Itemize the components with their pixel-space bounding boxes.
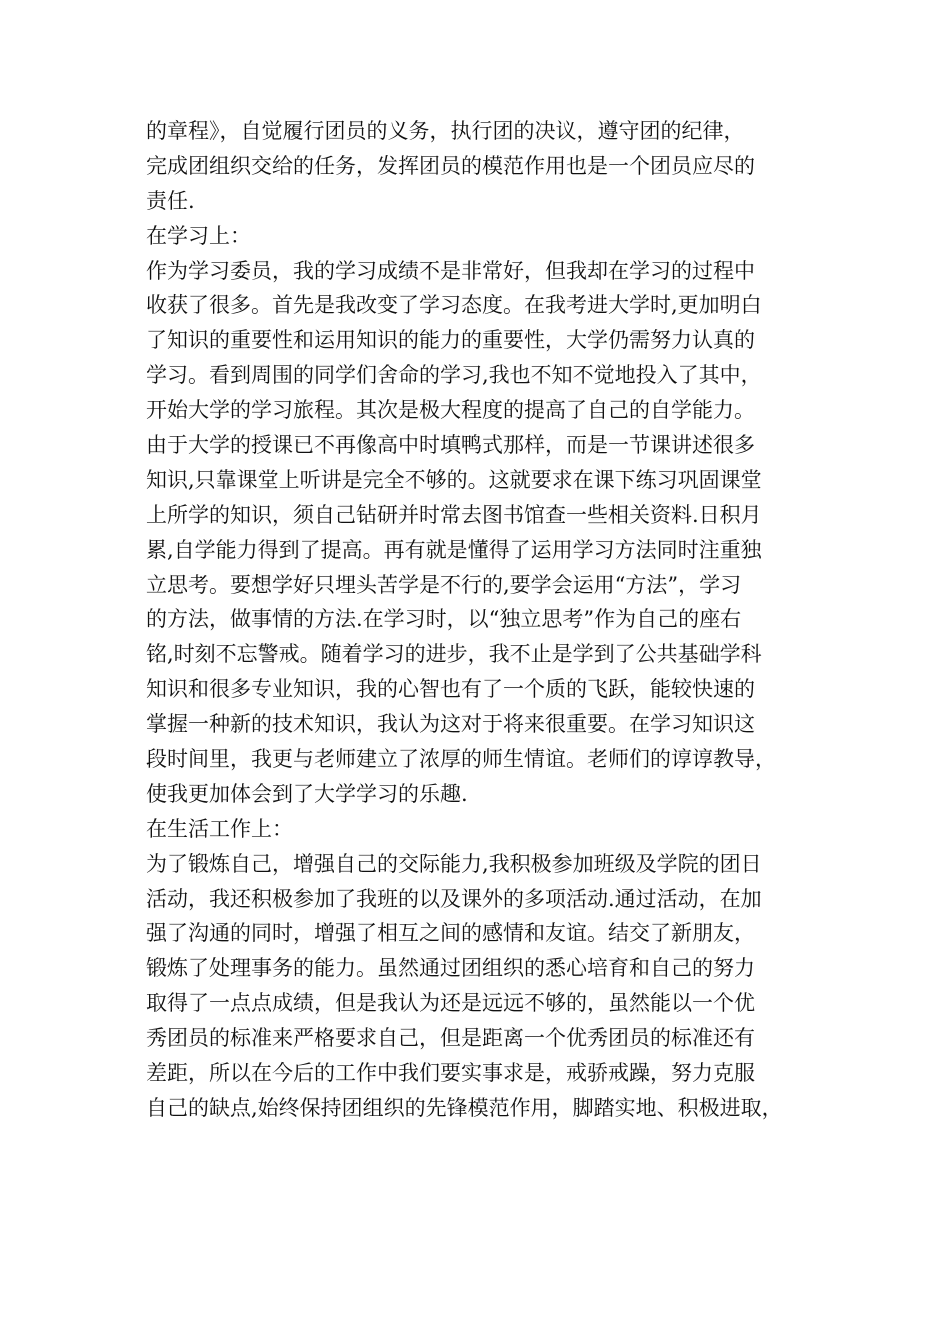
text-line: 活动，我还积极参加了我班的以及课外的多项活动.通过活动，在加 — [146, 886, 762, 911]
text-line: 锻炼了处理事务的能力。虽然通过团组织的悉心培育和自己的努力 — [146, 956, 755, 981]
text-line: 段时间里，我更与老师建立了浓厚的师生情谊。老师们的谆谆教导， — [146, 747, 776, 772]
text-line: 使我更加体会到了大学学习的乐趣. — [146, 781, 468, 806]
text-line: 学习。看到周围的同学们舍命的学习,我也不知不觉地投入了其中， — [146, 363, 762, 388]
text-line: 为了锻炼自己，增强自己的交际能力,我积极参加班级及学院的团日 — [146, 851, 762, 876]
text-line: 累,自学能力得到了提高。再有就是懂得了运用学习方法同时注重独 — [146, 537, 762, 562]
text-line: 了知识的重要性和运用知识的能力的重要性，大学仍需努力认真的 — [146, 328, 755, 353]
text-line: 由于大学的授课已不再像高中时填鸭式那样，而是一节课讲述很多 — [146, 433, 755, 458]
section-heading: 在生活工作上： — [146, 816, 293, 841]
text-line: 完成团组织交给的任务，发挥团员的模范作用也是一个团员应尽的 — [146, 153, 755, 178]
text-line: 知识和很多专业知识，我的心智也有了一个质的飞跃，能较快速的 — [146, 677, 755, 702]
body-text — [146, 114, 836, 1126]
text-line: 掌握一种新的技术知识，我认为这对于将来很重要。在学习知识这 — [146, 712, 755, 737]
text-line: 强了沟通的同时，增强了相互之间的感情和友谊。结交了新朋友， — [146, 921, 755, 946]
text-line: 上所学的知识，须自己钻研并时常去图书馆查一些相关资料.日积月 — [146, 502, 762, 527]
text-line: 取得了一点点成绩，但是我认为还是远远不够的，虽然能以一个优 — [146, 991, 755, 1016]
text-line: 秀团员的标准来严格要求自己，但是距离一个优秀团员的标准还有 — [146, 1026, 755, 1051]
text-line: 差距，所以在今后的工作中我们要实事求是，戒骄戒躁，努力克服 — [146, 1061, 755, 1086]
text-line: 收获了很多。首先是我改变了学习态度。在我考进大学时,更加明白 — [146, 293, 762, 318]
section-heading: 在学习上： — [146, 223, 251, 248]
text-line: 铭,时刻不忘警戒。随着学习的进步，我不止是学到了公共基础学科 — [146, 642, 762, 667]
text-line: 立思考。要想学好只埋头苦学是不行的,要学会运用“方法”，学习 — [146, 572, 742, 597]
text-line: 作为学习委员，我的学习成绩不是非常好，但我却在学习的过程中 — [146, 258, 755, 283]
text-line: 的章程》，自觉履行团员的义务，执行团的决议，遵守团的纪律， — [146, 119, 745, 143]
text-line: 开始大学的学习旅程。其次是极大程度的提高了自己的自学能力。 — [146, 398, 755, 423]
text-line: 自己的缺点,始终保持团组织的先锋模范作用，脚踏实地、积极进取， — [146, 1095, 783, 1120]
text-line: 责任. — [146, 188, 195, 213]
text-line: 知识,只靠课堂上听讲是完全不够的。这就要求在课下练习巩固课堂 — [146, 467, 762, 492]
text-line: 的方法，做事情的方法.在学习时，以“独立思考”作为自己的座右 — [146, 607, 742, 632]
